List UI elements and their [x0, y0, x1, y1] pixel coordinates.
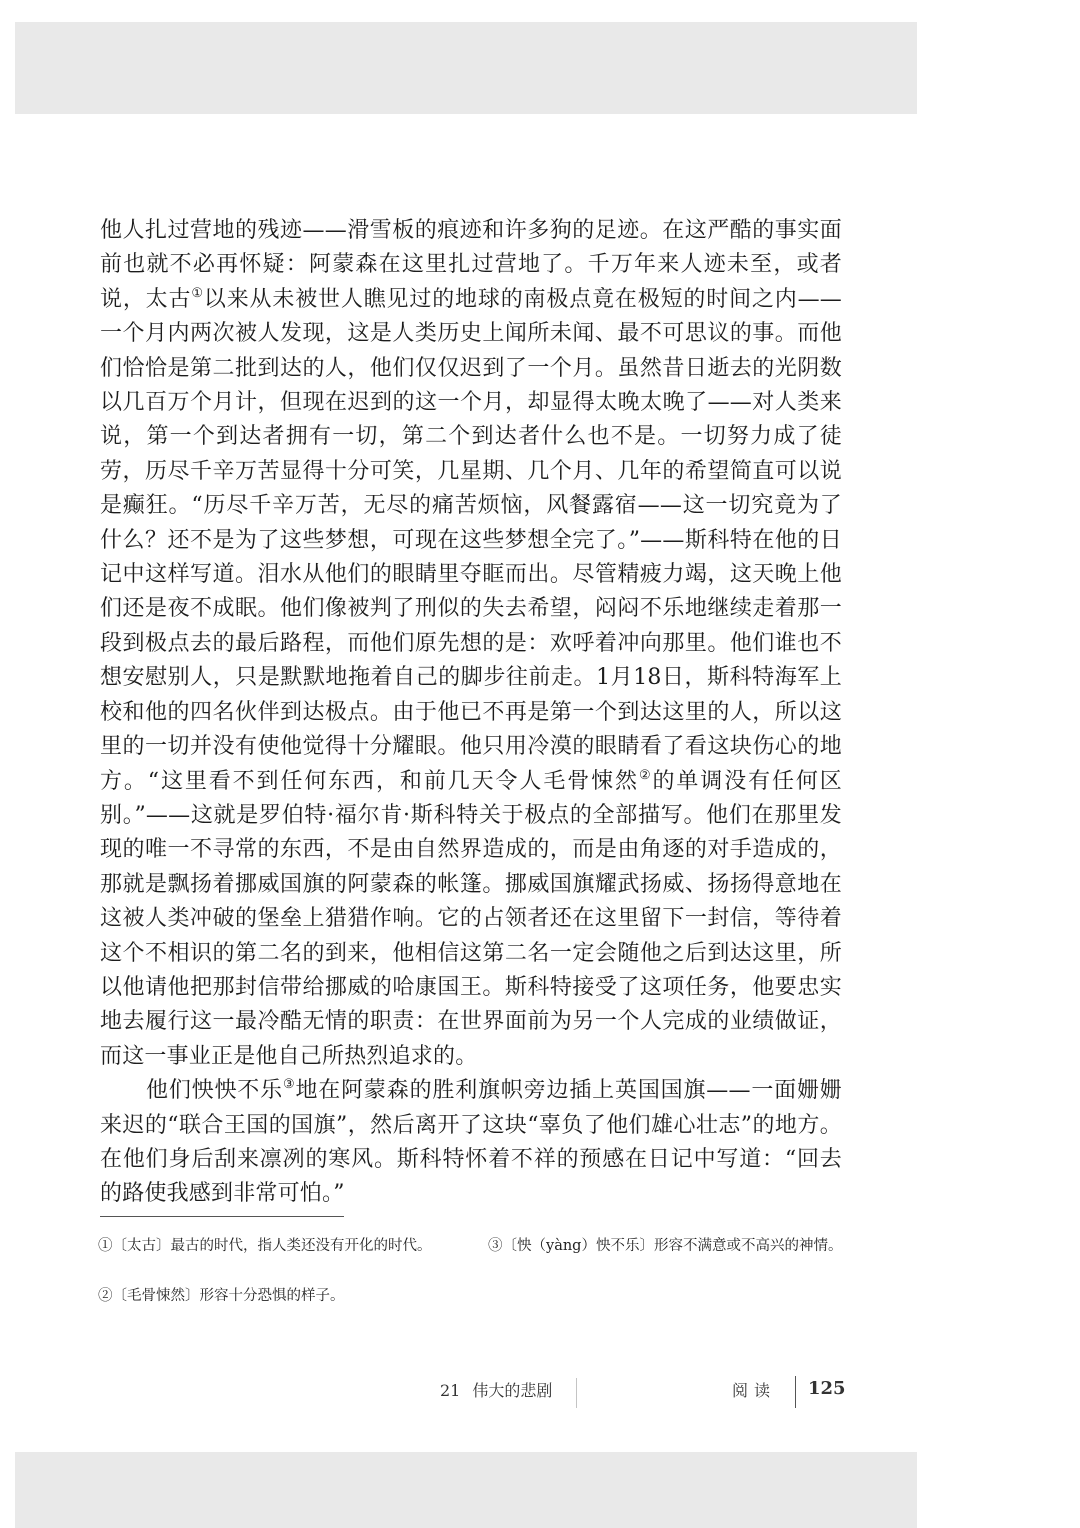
- page-number: 125: [808, 1378, 846, 1399]
- footnote-divider: [100, 1216, 344, 1217]
- footnote-2-text: 〔毛骨悚然〕形容十分恐惧的样子。: [112, 1288, 345, 1304]
- footnote-ref-3: ③: [282, 1077, 296, 1093]
- footer-divider: [576, 1378, 577, 1408]
- scan-band-bottom: [15, 1452, 917, 1528]
- scan-band-top: [15, 22, 917, 114]
- paragraph-1-part-a: 他人扎过营地的残迹——滑雪板的痕迹和许多狗的足迹。在这严酷的事实面前也就不必再怀疑：阿蒙森在这里扎过营地了。千万年来人迹未至，或者说，太古: [100, 218, 842, 312]
- footnote-3-text: 〔怏（yàng）怏不乐〕形容不满意或不高兴的神情。: [502, 1238, 843, 1254]
- footnote-2: [98, 1284, 482, 1309]
- paragraph-2-part-b: 地在阿蒙森的胜利旗帜旁边插上英国国旗——一面姗姗来迟的“联合王国的国旗”，然后离开了这块“辜负了他们雄心壮志”的地方。在他们身后刮来凛冽的寒风。斯科特怀着不祥的预感在日记中写道：“回去的路使我感到非常可怕。”: [100, 1078, 842, 1207]
- footnote-3: [488, 1234, 872, 1259]
- section-label: 阅读: [732, 1381, 777, 1400]
- chapter-title: 伟大的悲剧: [472, 1381, 553, 1400]
- footnote-1: [98, 1234, 482, 1259]
- footnote-3-mark: ③: [488, 1238, 503, 1254]
- footnote-ref-1: ①: [191, 285, 204, 301]
- footnote-2-mark: ②: [98, 1288, 113, 1304]
- paragraph-1-part-c: 的单调没有任何区别。”——这就是罗伯特·福尔肯·斯科特关于极点的全部描写。他们在那里发现的唯一不寻常的东西，不是由自然界造成的，而是由角逐的对手造成的，那就是飘扬着挪威国旗的阿蒙森的帐篷。挪威国旗耀武扬威、扬扬得意地在这被人类冲破的堡垒上猎猎作响。它的占领者还在这里留下一封信，等待着这个不相识的第二名的到来，他相信这第二名一定会随他之后到达这里，所以他请他把那封信带给挪威的哈康国王。斯科特接受了这项任务，他要忠实地去履行这一最冷酷无情的职责：在世界面前为另一个人完成的业绩做证，而这一事业正是他自己所热烈追求的。: [100, 768, 842, 1069]
- paragraph-2: [100, 1074, 842, 1212]
- footnote-1-text: 〔太古〕最古的时代，指人类还没有开化的时代。: [112, 1238, 432, 1254]
- body-text: [100, 214, 842, 1212]
- page-number-divider: [795, 1376, 796, 1408]
- paragraph-2-part-a: 他们怏怏不乐: [146, 1078, 283, 1104]
- paragraph-1: [100, 214, 842, 1074]
- chapter-number: 21: [440, 1381, 461, 1400]
- footnote-ref-2: ②: [638, 767, 653, 783]
- paragraph-1-part-b: 以来从未被世人瞧见过的地球的南极点竟在极短的时间之内——一个月内两次被人发现，这是人类历史上闻所未闻、最不可思议的事。而他们恰恰是第二批到达的人，他们仅仅迟到了一个月。虽然昔日逝去的光阴数以几百万个月计，但现在迟到的这一个月，却显得太晚太晚了——对人类来说，第一个到达者拥有一切，第二个到达者什么也不是。一切努力成了徒劳，历尽千辛万苦显得十分可笑，几星期、几个月、几年的希望简直可以说是癫狂。“历尽千辛万苦，无尽的痛苦烦恼，风餐露宿——这一切究竟为了什么？还不是为了这些梦想，可现在这些梦想全完了。”——斯科特在他的日记中这样写道。泪水从他们的眼睛里夺眶而出。尽管精疲力竭，这天晚上他们还是夜不成眠。他们像被判了刑似的失去希望，闷闷不乐地继续走着那一段到极点去的最后路程，而他们原先想的是：欢呼着冲向那里。他们谁也不想安慰别人，只是默默地拖着自己的脚步往前走。1月18日，斯科特海军上校和他的四名伙伴到达极点。由于他已不再是第一个到达这里的人，所以这里的一切并没有使他觉得十分耀眼。他只用冷漠的眼睛看了看这块伤心的地方。“这里看不到任何东西，和前几天令人毛骨悚然: [100, 286, 842, 794]
- footnote-1-mark: ①: [98, 1238, 113, 1254]
- running-footer-chapter: [440, 1378, 552, 1401]
